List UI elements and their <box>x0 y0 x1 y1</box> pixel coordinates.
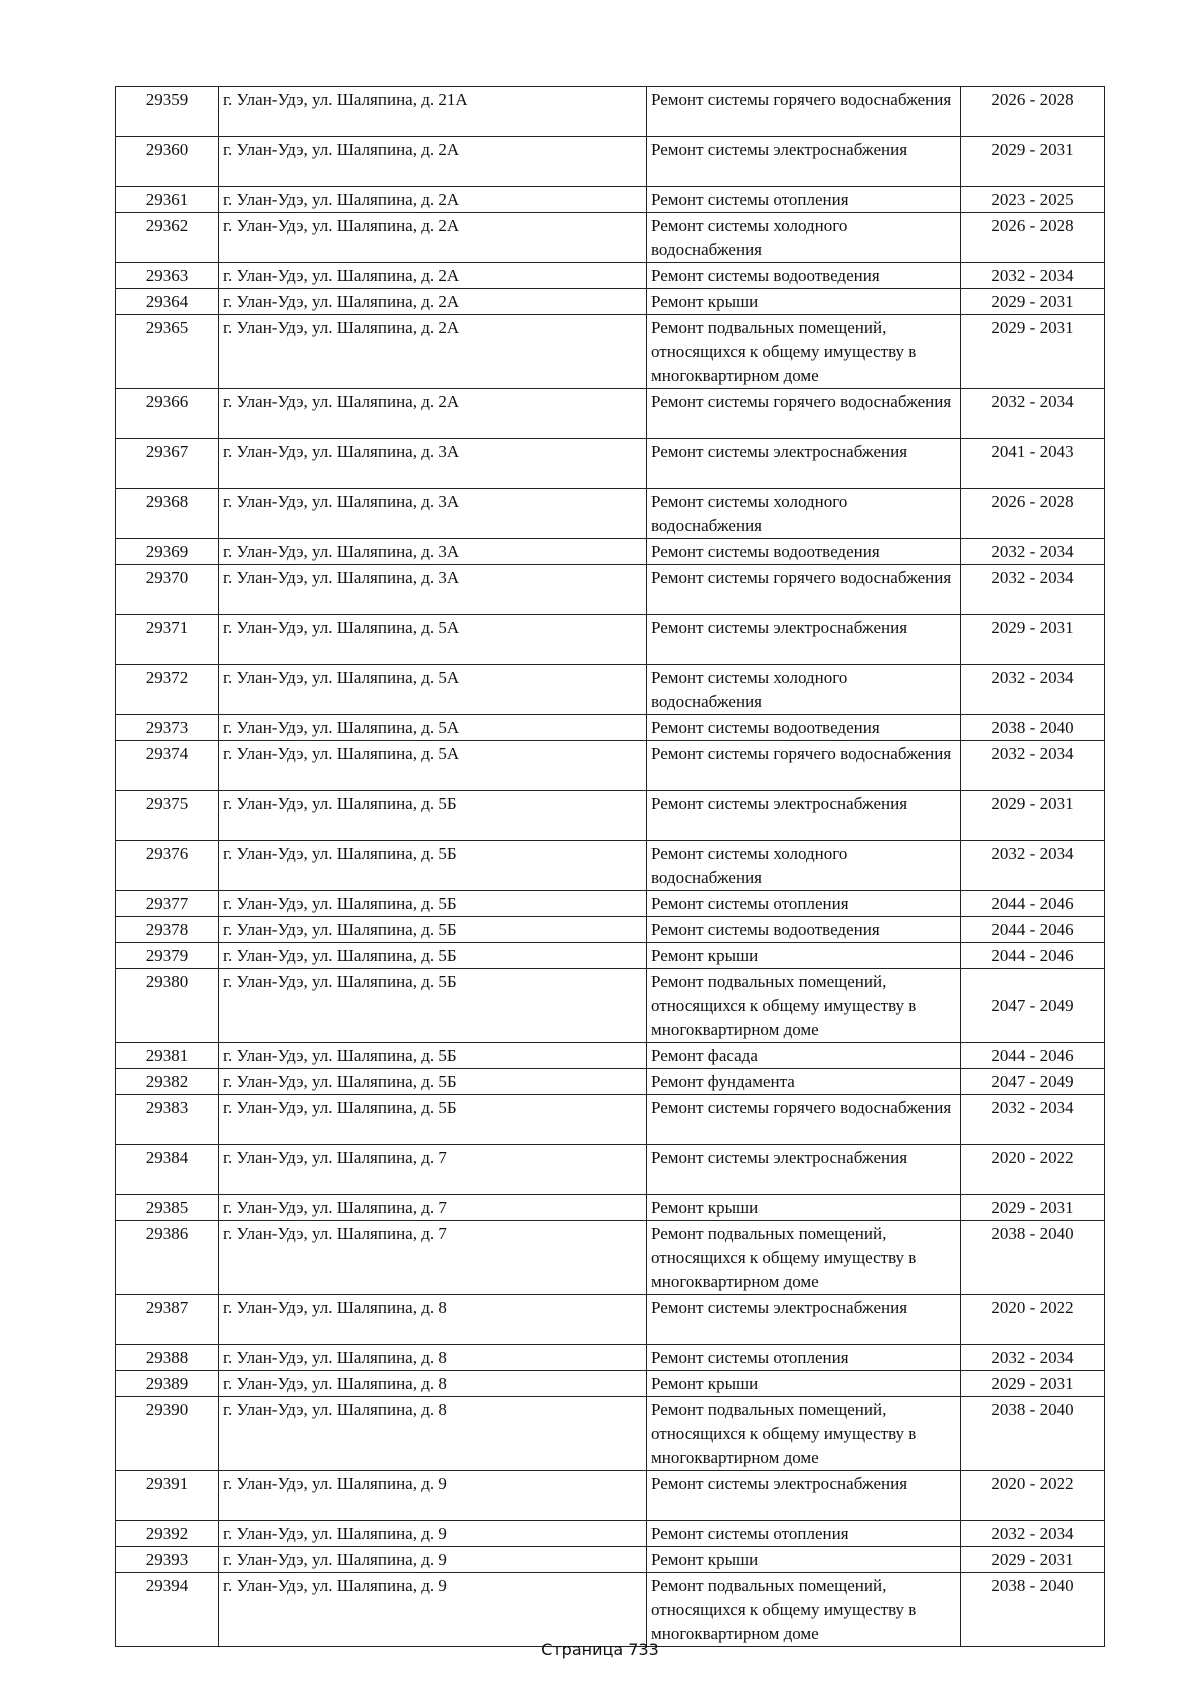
work-type-cell: Ремонт системы водоотведения <box>647 715 961 741</box>
period-cell: 2032 - 2034 <box>961 565 1105 615</box>
row-number-cell: 29375 <box>116 791 219 841</box>
row-number-cell: 29372 <box>116 665 219 715</box>
row-number-cell: 29368 <box>116 489 219 539</box>
row-number-cell: 29382 <box>116 1069 219 1095</box>
row-number-cell: 29378 <box>116 917 219 943</box>
table-row <box>116 1295 1105 1345</box>
table-row <box>116 969 1105 1043</box>
row-number-cell: 29363 <box>116 263 219 289</box>
address-cell: г. Улан-Удэ, ул. Шаляпина, д. 2А <box>219 389 647 439</box>
address-cell: г. Улан-Удэ, ул. Шаляпина, д. 2А <box>219 263 647 289</box>
table-row <box>116 439 1105 489</box>
row-number-cell: 29365 <box>116 315 219 389</box>
work-type-cell: Ремонт подвальных помещений, относящихся к общему имуществу в многоквартирном доме <box>647 1573 961 1647</box>
work-type-cell: Ремонт крыши <box>647 1195 961 1221</box>
address-cell: г. Улан-Удэ, ул. Шаляпина, д. 2А <box>219 289 647 315</box>
address-cell: г. Улан-Удэ, ул. Шаляпина, д. 7 <box>219 1145 647 1195</box>
address-cell: г. Улан-Удэ, ул. Шаляпина, д. 2А <box>219 213 647 263</box>
table-row <box>116 489 1105 539</box>
work-type-cell: Ремонт системы электроснабжения <box>647 137 961 187</box>
row-number-cell: 29370 <box>116 565 219 615</box>
table-row <box>116 1195 1105 1221</box>
address-cell: г. Улан-Удэ, ул. Шаляпина, д. 3А <box>219 565 647 615</box>
address-cell: г. Улан-Удэ, ул. Шаляпина, д. 8 <box>219 1295 647 1345</box>
table-row <box>116 1521 1105 1547</box>
row-number-cell: 29376 <box>116 841 219 891</box>
table-row <box>116 1069 1105 1095</box>
period-cell: 2020 - 2022 <box>961 1145 1105 1195</box>
address-cell: г. Улан-Удэ, ул. Шаляпина, д. 5Б <box>219 791 647 841</box>
work-type-cell: Ремонт системы отопления <box>647 891 961 917</box>
table-row <box>116 1145 1105 1195</box>
row-number-cell: 29374 <box>116 741 219 791</box>
row-number-cell: 29391 <box>116 1471 219 1521</box>
work-type-cell: Ремонт системы горячего водоснабжения <box>647 87 961 137</box>
row-number-cell: 29383 <box>116 1095 219 1145</box>
address-cell: г. Улан-Удэ, ул. Шаляпина, д. 3А <box>219 489 647 539</box>
work-type-cell: Ремонт системы электроснабжения <box>647 791 961 841</box>
address-cell: г. Улан-Удэ, ул. Шаляпина, д. 5Б <box>219 969 647 1043</box>
address-cell: г. Улан-Удэ, ул. Шаляпина, д. 9 <box>219 1521 647 1547</box>
table-row <box>116 841 1105 891</box>
work-type-cell: Ремонт системы электроснабжения <box>647 1145 961 1195</box>
period-cell: 2032 - 2034 <box>961 539 1105 565</box>
table-row <box>116 1547 1105 1573</box>
period-cell: 2044 - 2046 <box>961 1043 1105 1069</box>
period-cell: 2029 - 2031 <box>961 615 1105 665</box>
table-row <box>116 1471 1105 1521</box>
address-cell: г. Улан-Удэ, ул. Шаляпина, д. 5Б <box>219 1095 647 1145</box>
row-number-cell: 29377 <box>116 891 219 917</box>
row-number-cell: 29390 <box>116 1397 219 1471</box>
row-number-cell: 29359 <box>116 87 219 137</box>
row-number-cell: 29369 <box>116 539 219 565</box>
row-number-cell: 29393 <box>116 1547 219 1573</box>
period-cell: 2038 - 2040 <box>961 1221 1105 1295</box>
table-row <box>116 137 1105 187</box>
work-type-cell: Ремонт системы отопления <box>647 1521 961 1547</box>
table-row <box>116 263 1105 289</box>
work-type-cell: Ремонт системы электроснабжения <box>647 439 961 489</box>
repair-schedule-table <box>115 86 1105 1647</box>
table-row <box>116 891 1105 917</box>
period-cell: 2044 - 2046 <box>961 917 1105 943</box>
table-body <box>116 87 1105 1647</box>
table-row <box>116 539 1105 565</box>
work-type-cell: Ремонт системы горячего водоснабжения <box>647 389 961 439</box>
work-type-cell: Ремонт подвальных помещений, относящихся к общему имуществу в многоквартирном доме <box>647 969 961 1043</box>
address-cell: г. Улан-Удэ, ул. Шаляпина, д. 9 <box>219 1547 647 1573</box>
table-row <box>116 289 1105 315</box>
address-cell: г. Улан-Удэ, ул. Шаляпина, д. 5А <box>219 715 647 741</box>
period-cell: 2038 - 2040 <box>961 715 1105 741</box>
row-number-cell: 29381 <box>116 1043 219 1069</box>
work-type-cell: Ремонт системы холодного водоснабжения <box>647 841 961 891</box>
period-cell: 2029 - 2031 <box>961 1195 1105 1221</box>
period-cell: 2020 - 2022 <box>961 1471 1105 1521</box>
period-cell: 2032 - 2034 <box>961 1345 1105 1371</box>
address-cell: г. Улан-Удэ, ул. Шаляпина, д. 7 <box>219 1221 647 1295</box>
table-row <box>116 1095 1105 1145</box>
table-row <box>116 943 1105 969</box>
period-cell: 2029 - 2031 <box>961 315 1105 389</box>
period-cell: 2029 - 2031 <box>961 137 1105 187</box>
period-cell: 2047 - 2049 <box>961 1069 1105 1095</box>
period-cell: 2020 - 2022 <box>961 1295 1105 1345</box>
work-type-cell: Ремонт фундамента <box>647 1069 961 1095</box>
work-type-cell: Ремонт крыши <box>647 289 961 315</box>
address-cell: г. Улан-Удэ, ул. Шаляпина, д. 5Б <box>219 943 647 969</box>
period-cell: 2038 - 2040 <box>961 1397 1105 1471</box>
table-row <box>116 187 1105 213</box>
row-number-cell: 29384 <box>116 1145 219 1195</box>
row-number-cell: 29379 <box>116 943 219 969</box>
row-number-cell: 29389 <box>116 1371 219 1397</box>
table-row <box>116 389 1105 439</box>
table-row <box>116 715 1105 741</box>
work-type-cell: Ремонт системы холодного водоснабжения <box>647 665 961 715</box>
row-number-cell: 29387 <box>116 1295 219 1345</box>
address-cell: г. Улан-Удэ, ул. Шаляпина, д. 5А <box>219 665 647 715</box>
period-cell: 2029 - 2031 <box>961 289 1105 315</box>
row-number-cell: 29392 <box>116 1521 219 1547</box>
table-row <box>116 615 1105 665</box>
row-number-cell: 29371 <box>116 615 219 665</box>
row-number-cell: 29386 <box>116 1221 219 1295</box>
period-cell: 2029 - 2031 <box>961 1547 1105 1573</box>
work-type-cell: Ремонт системы водоотведения <box>647 917 961 943</box>
table-row <box>116 87 1105 137</box>
address-cell: г. Улан-Удэ, ул. Шаляпина, д. 5А <box>219 615 647 665</box>
address-cell: г. Улан-Удэ, ул. Шаляпина, д. 21А <box>219 87 647 137</box>
table-row <box>116 1573 1105 1647</box>
address-cell: г. Улан-Удэ, ул. Шаляпина, д. 3А <box>219 439 647 489</box>
table-row <box>116 741 1105 791</box>
work-type-cell: Ремонт фасада <box>647 1043 961 1069</box>
table-row <box>116 565 1105 615</box>
work-type-cell: Ремонт системы водоотведения <box>647 263 961 289</box>
table-row <box>116 1345 1105 1371</box>
period-cell: 2038 - 2040 <box>961 1573 1105 1647</box>
work-type-cell: Ремонт системы горячего водоснабжения <box>647 741 961 791</box>
address-cell: г. Улан-Удэ, ул. Шаляпина, д. 5А <box>219 741 647 791</box>
row-number-cell: 29367 <box>116 439 219 489</box>
work-type-cell: Ремонт системы отопления <box>647 187 961 213</box>
address-cell: г. Улан-Удэ, ул. Шаляпина, д. 5Б <box>219 917 647 943</box>
table-row <box>116 315 1105 389</box>
address-cell: г. Улан-Удэ, ул. Шаляпина, д. 9 <box>219 1573 647 1647</box>
row-number-cell: 29394 <box>116 1573 219 1647</box>
work-type-cell: Ремонт крыши <box>647 1371 961 1397</box>
address-cell: г. Улан-Удэ, ул. Шаляпина, д. 7 <box>219 1195 647 1221</box>
period-cell: 2032 - 2034 <box>961 1095 1105 1145</box>
period-cell: 2047 - 2049 <box>961 969 1105 1043</box>
address-cell: г. Улан-Удэ, ул. Шаляпина, д. 2А <box>219 187 647 213</box>
period-cell: 2032 - 2034 <box>961 389 1105 439</box>
work-type-cell: Ремонт подвальных помещений, относящихся к общему имуществу в многоквартирном доме <box>647 1221 961 1295</box>
work-type-cell: Ремонт системы горячего водоснабжения <box>647 1095 961 1145</box>
work-type-cell: Ремонт системы отопления <box>647 1345 961 1371</box>
row-number-cell: 29373 <box>116 715 219 741</box>
table-row <box>116 791 1105 841</box>
work-type-cell: Ремонт системы электроснабжения <box>647 615 961 665</box>
row-number-cell: 29362 <box>116 213 219 263</box>
period-cell: 2044 - 2046 <box>961 891 1105 917</box>
table-row <box>116 1371 1105 1397</box>
table-row <box>116 1221 1105 1295</box>
work-type-cell: Ремонт подвальных помещений, относящихся к общему имуществу в многоквартирном доме <box>647 1397 961 1471</box>
row-number-cell: 29361 <box>116 187 219 213</box>
period-cell: 2032 - 2034 <box>961 665 1105 715</box>
work-type-cell: Ремонт подвальных помещений, относящихся к общему имуществу в многоквартирном доме <box>647 315 961 389</box>
period-cell: 2029 - 2031 <box>961 1371 1105 1397</box>
address-cell: г. Улан-Удэ, ул. Шаляпина, д. 3А <box>219 539 647 565</box>
address-cell: г. Улан-Удэ, ул. Шаляпина, д. 8 <box>219 1345 647 1371</box>
period-cell: 2023 - 2025 <box>961 187 1105 213</box>
address-cell: г. Улан-Удэ, ул. Шаляпина, д. 5Б <box>219 891 647 917</box>
table-row <box>116 665 1105 715</box>
address-cell: г. Улан-Удэ, ул. Шаляпина, д. 8 <box>219 1371 647 1397</box>
period-cell: 2032 - 2034 <box>961 1521 1105 1547</box>
address-cell: г. Улан-Удэ, ул. Шаляпина, д. 5Б <box>219 1069 647 1095</box>
period-cell: 2032 - 2034 <box>961 263 1105 289</box>
table-row <box>116 917 1105 943</box>
row-number-cell: 29360 <box>116 137 219 187</box>
period-cell: 2026 - 2028 <box>961 213 1105 263</box>
address-cell: г. Улан-Удэ, ул. Шаляпина, д. 5Б <box>219 1043 647 1069</box>
work-type-cell: Ремонт системы электроснабжения <box>647 1471 961 1521</box>
work-type-cell: Ремонт системы водоотведения <box>647 539 961 565</box>
work-type-cell: Ремонт системы электроснабжения <box>647 1295 961 1345</box>
table-row <box>116 1397 1105 1471</box>
page-number: Страница 733 <box>541 1640 659 1659</box>
work-type-cell: Ремонт крыши <box>647 943 961 969</box>
period-cell: 2032 - 2034 <box>961 741 1105 791</box>
period-cell: 2026 - 2028 <box>961 87 1105 137</box>
period-cell: 2041 - 2043 <box>961 439 1105 489</box>
address-cell: г. Улан-Удэ, ул. Шаляпина, д. 9 <box>219 1471 647 1521</box>
work-type-cell: Ремонт системы холодного водоснабжения <box>647 213 961 263</box>
row-number-cell: 29388 <box>116 1345 219 1371</box>
period-cell: 2026 - 2028 <box>961 489 1105 539</box>
work-type-cell: Ремонт системы холодного водоснабжения <box>647 489 961 539</box>
table-row <box>116 1043 1105 1069</box>
work-type-cell: Ремонт крыши <box>647 1547 961 1573</box>
period-cell: 2044 - 2046 <box>961 943 1105 969</box>
period-cell: 2032 - 2034 <box>961 841 1105 891</box>
address-cell: г. Улан-Удэ, ул. Шаляпина, д. 2А <box>219 137 647 187</box>
address-cell: г. Улан-Удэ, ул. Шаляпина, д. 2А <box>219 315 647 389</box>
row-number-cell: 29366 <box>116 389 219 439</box>
address-cell: г. Улан-Удэ, ул. Шаляпина, д. 8 <box>219 1397 647 1471</box>
period-cell: 2029 - 2031 <box>961 791 1105 841</box>
work-type-cell: Ремонт системы горячего водоснабжения <box>647 565 961 615</box>
row-number-cell: 29364 <box>116 289 219 315</box>
address-cell: г. Улан-Удэ, ул. Шаляпина, д. 5Б <box>219 841 647 891</box>
table-row <box>116 213 1105 263</box>
row-number-cell: 29380 <box>116 969 219 1043</box>
row-number-cell: 29385 <box>116 1195 219 1221</box>
